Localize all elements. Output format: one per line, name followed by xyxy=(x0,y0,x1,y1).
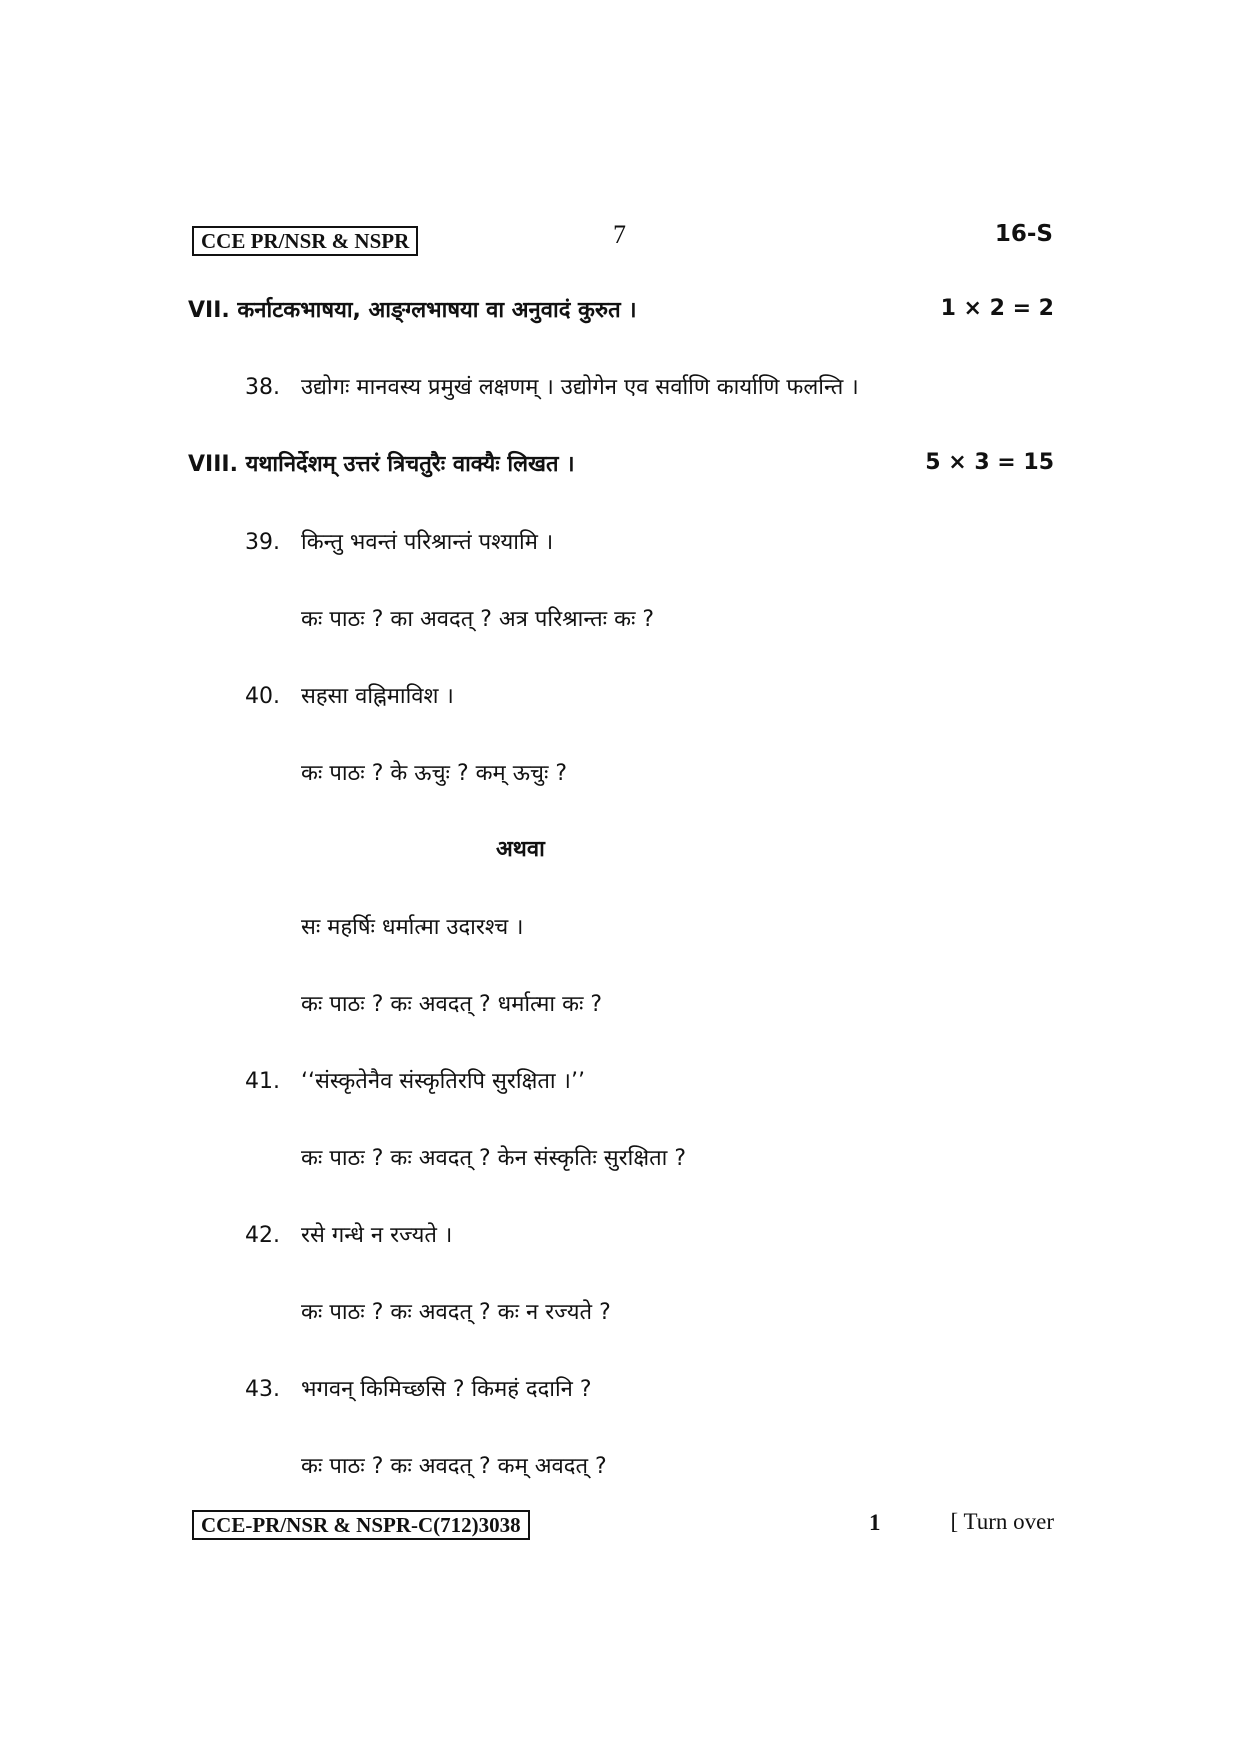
question-number: 40. xyxy=(245,684,280,709)
question-40-alt-subquestions: कः पाठः ? कः अवदत् ? धर्मात्मा कः ? xyxy=(301,992,603,1017)
question-39 xyxy=(245,526,553,556)
question-text: सहसा वह्निमाविश । xyxy=(301,684,454,709)
question-43 xyxy=(245,1373,592,1403)
question-text: ‘‘संस्कृतेनैव संस्कृतिरपि सुरक्षिता ।’’ xyxy=(301,1069,585,1094)
question-42-subquestions: कः पाठः ? कः अवदत् ? कः न रज्यते ? xyxy=(301,1300,611,1325)
question-number: 41. xyxy=(245,1069,280,1094)
section-vii-title: VII. कर्नाटकभाषया, आङ्ग्लभाषया वा अनुवादं कुरुत । xyxy=(188,298,637,323)
section-viii-marks: 5 × 3 = 15 xyxy=(925,450,1054,475)
question-38 xyxy=(245,371,859,401)
question-39-subquestions: कः पाठः ? का अवदत् ? अत्र परिश्रान्तः कः ? xyxy=(301,607,655,632)
question-number: 38. xyxy=(245,375,280,400)
or-label: अथवा xyxy=(496,837,545,862)
sheet-number: 1 xyxy=(869,1510,881,1535)
subject-code: 16-S xyxy=(994,221,1053,247)
question-number: 43. xyxy=(245,1377,280,1402)
section-viii-title: VIII. यथानिर्देशम् उत्तरं त्रिचतुरैः वाक्यैः लिखत । xyxy=(188,452,575,477)
footer-paper-code: CCE-PR/NSR & NSPR-C(712)3038 xyxy=(192,1510,530,1540)
section-vii-marks: 1 × 2 = 2 xyxy=(940,296,1054,321)
question-text: रसे गन्धे न रज्यते । xyxy=(301,1223,453,1248)
question-text: भगवन् किमिच्छसि ? किमहं ददानि ? xyxy=(301,1377,592,1402)
question-number: 42. xyxy=(245,1223,280,1248)
question-40 xyxy=(245,680,454,710)
question-42 xyxy=(245,1219,452,1249)
question-text: किन्तु भवन्तं परिश्रान्तं पश्यामि । xyxy=(301,530,554,555)
question-43-subquestions: कः पाठः ? कः अवदत् ? कम् अवदत् ? xyxy=(301,1454,607,1479)
question-number: 39. xyxy=(245,530,280,555)
question-41 xyxy=(245,1065,585,1095)
question-40-alt: सः महर्षिः धर्मात्मा उदारश्च । xyxy=(301,915,524,940)
turn-over-note: [ Turn over xyxy=(950,1509,1054,1534)
question-41-subquestions: कः पाठः ? कः अवदत् ? केन संस्कृतिः सुरक्षिता ? xyxy=(301,1146,687,1171)
header-paper-code: CCE PR/NSR & NSPR xyxy=(192,226,418,256)
question-text: उद्योगः मानवस्य प्रमुखं लक्षणम् । उद्योगेन एव सर्वाणि कार्याणि फलन्ति । xyxy=(301,375,859,400)
question-40-subquestions: कः पाठः ? के ऊचुः ? कम् ऊचुः ? xyxy=(301,761,568,786)
page-number: 7 xyxy=(613,220,626,249)
